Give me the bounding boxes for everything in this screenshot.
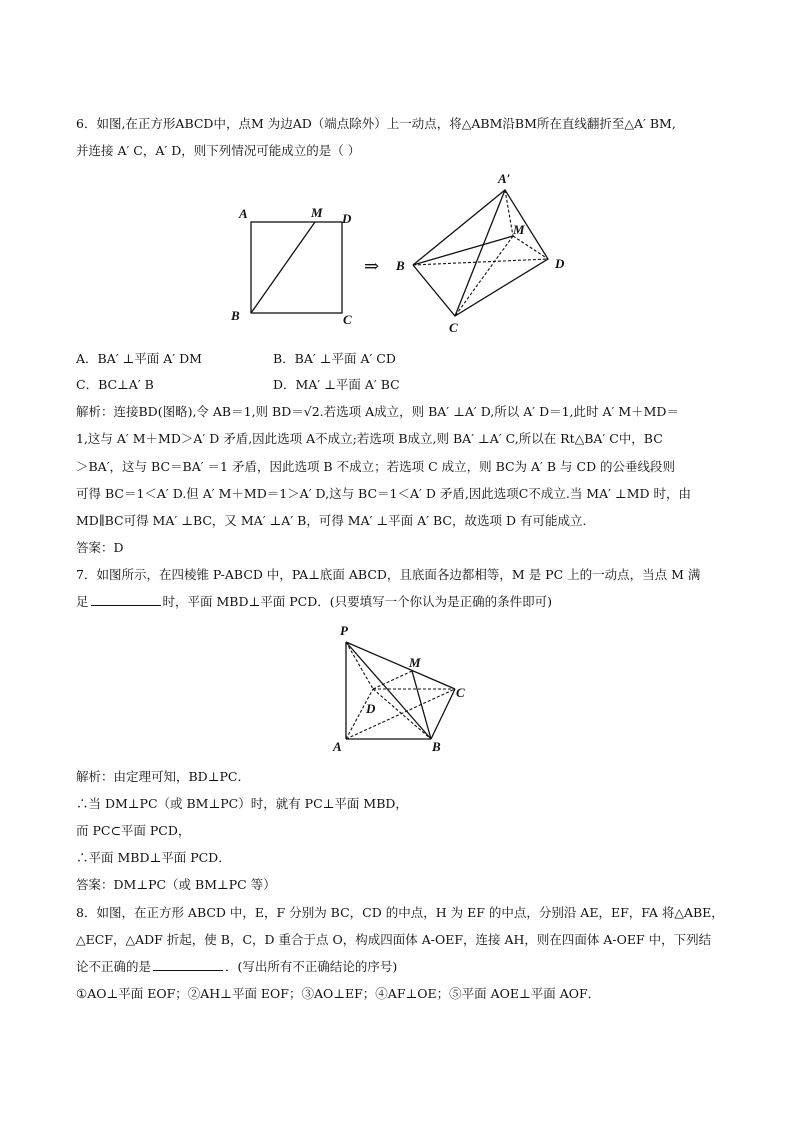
q6-analysis-line4: 可得 BC＝1＜A′ D.但 A′ M＋MD＝1＞A′ D,这与 BC＝1＜A′ D 矛盾,因此选项C不成立.当 MA′ ⊥MD 时，由 xyxy=(76,486,691,501)
edge-bc xyxy=(431,689,455,739)
label-c2: C xyxy=(449,320,458,335)
label-d: D xyxy=(342,211,352,226)
q8-choices: ①AO⊥平面 EOF；②AH⊥平面 EOF；③AO⊥EF；④AF⊥OE；⑤平面 AOE⊥平面 AOF． xyxy=(76,986,601,1001)
square-abcd xyxy=(251,222,342,313)
q6-option-d: D．MA′ ⊥平面 A′ BC xyxy=(273,377,400,392)
q6-stem-line1: 6．如图,在正方形ABCD中，点M 为边AD（端点除外）上一动点，将△ABM沿BM所在直线翻折至△A′ BM, xyxy=(76,116,676,131)
q6-stem-line2: 并连接 A′ C，A′ D，则下列情况可能成立的是（ ） xyxy=(76,143,361,158)
q8-stem-line3-after: ．(写出所有不正确结论的序号) xyxy=(225,959,398,974)
label-a: A xyxy=(239,206,248,221)
q8-answer-blank[interactable] xyxy=(153,958,223,971)
q6-option-a: A．BA′ ⊥平面 A′ DM xyxy=(76,351,202,366)
q8-stem-line3-before: 论不正确的是 xyxy=(76,959,152,974)
seg-m-d xyxy=(513,236,548,259)
seg-m-c xyxy=(455,236,513,316)
q8-stem-line3 xyxy=(76,958,397,976)
edge-db xyxy=(373,689,431,739)
q7-figure xyxy=(0,600,794,760)
label-c: C xyxy=(343,312,352,327)
q7-stem-line2-after: 时，平面 MBD⊥平面 PCD．(只要填写一个你认为是正确的条件即可) xyxy=(162,594,552,609)
q6-analysis-line3: ＞BA′，这与 BC＝BA′ ＝1 矛盾，因此选项 B 不成立；若选项 C 成立，则 BC为 A′ B 与 CD 的公垂线段则 xyxy=(76,459,676,474)
q7-analysis-line3: 而 PC⊂平面 PCD， xyxy=(76,823,191,838)
q8-stem-line2: △ECF，△ADF 折起，使 B，C，D 重合于点 O，构成四面体 A-OEF，连接 AH，则在四面体 A-OEF 中，下列结 xyxy=(76,932,712,947)
seg-a-c xyxy=(455,190,505,316)
q6-option-c: C．BC⊥A′ B xyxy=(76,377,154,392)
label-a3: A xyxy=(333,739,342,754)
q7-analysis-line1: 解析：由定理可知，BD⊥PC． xyxy=(76,769,250,784)
q6-analysis-line1: 解析：连接BD(图略),令 AB＝1,则 BD＝√2.若选项 A成立，则 BA′ ⊥A′ D,所以 A′ D＝1,此时 A′ M＋MD＝ xyxy=(76,404,679,419)
label-m3: M xyxy=(409,655,421,670)
q7-analysis-line2: ∴当 DM⊥PC（或 BM⊥PC）时，就有 PC⊥平面 MBD， xyxy=(76,796,408,811)
label-b2: B xyxy=(396,258,405,273)
segment-bm xyxy=(251,222,315,313)
edge-ac xyxy=(346,689,455,739)
label-d3: D xyxy=(366,701,376,716)
label-d2: D xyxy=(555,256,565,271)
label-p: P xyxy=(340,623,348,638)
q7-stem-line2-before: 足 xyxy=(76,594,89,609)
label-b3: B xyxy=(432,739,441,754)
label-a-prime: A′ xyxy=(498,171,511,186)
edge-pd xyxy=(346,642,373,689)
q6-analysis-line2: 1,这与 A′ M＋MD＞A′ D 矛盾,因此选项 A不成立;若选项 B成立,则 BA′ ⊥A′ C,所以在 Rt△BA′ C中，BC xyxy=(76,431,663,446)
label-c3: C xyxy=(456,685,465,700)
q6-analysis-line5: MD∥BC可得 MA′ ⊥BC，又 MA′ ⊥A′ B，可得 MA′ ⊥平面 A′ BC，故选项 D 有可能成立. xyxy=(76,513,587,528)
q7-answer: 答案：DM⊥PC（或 BM⊥PC 等） xyxy=(76,877,276,892)
implies-arrow: ⇒ xyxy=(364,256,380,276)
q6-answer: 答案：D xyxy=(76,540,124,555)
q6-figure xyxy=(0,0,794,350)
label-m: M xyxy=(311,205,323,220)
edge-pc xyxy=(346,642,455,689)
seg-b-m xyxy=(413,236,513,265)
q6-option-b: B．BA′ ⊥平面 A′ CD xyxy=(273,351,396,366)
q7-analysis-line4: ∴平面 MBD⊥平面 PCD． xyxy=(76,850,231,865)
label-m2: M xyxy=(513,222,525,237)
q8-stem-line1: 8．如图，在正方形 ABCD 中，E，F 分别为 BC，CD 的中点，H 为 EF 的中点，分别沿 AE，EF，FA 将△ABE， xyxy=(76,905,724,920)
q7-stem-line1: 7．如图所示，在四棱锥 P-ABCD 中，PA⊥底面 ABCD，且底面各边都相等，M 是 PC 上的一动点，当点 M 满 xyxy=(76,567,701,582)
label-b: B xyxy=(231,308,240,323)
seg-b-d xyxy=(413,259,548,265)
